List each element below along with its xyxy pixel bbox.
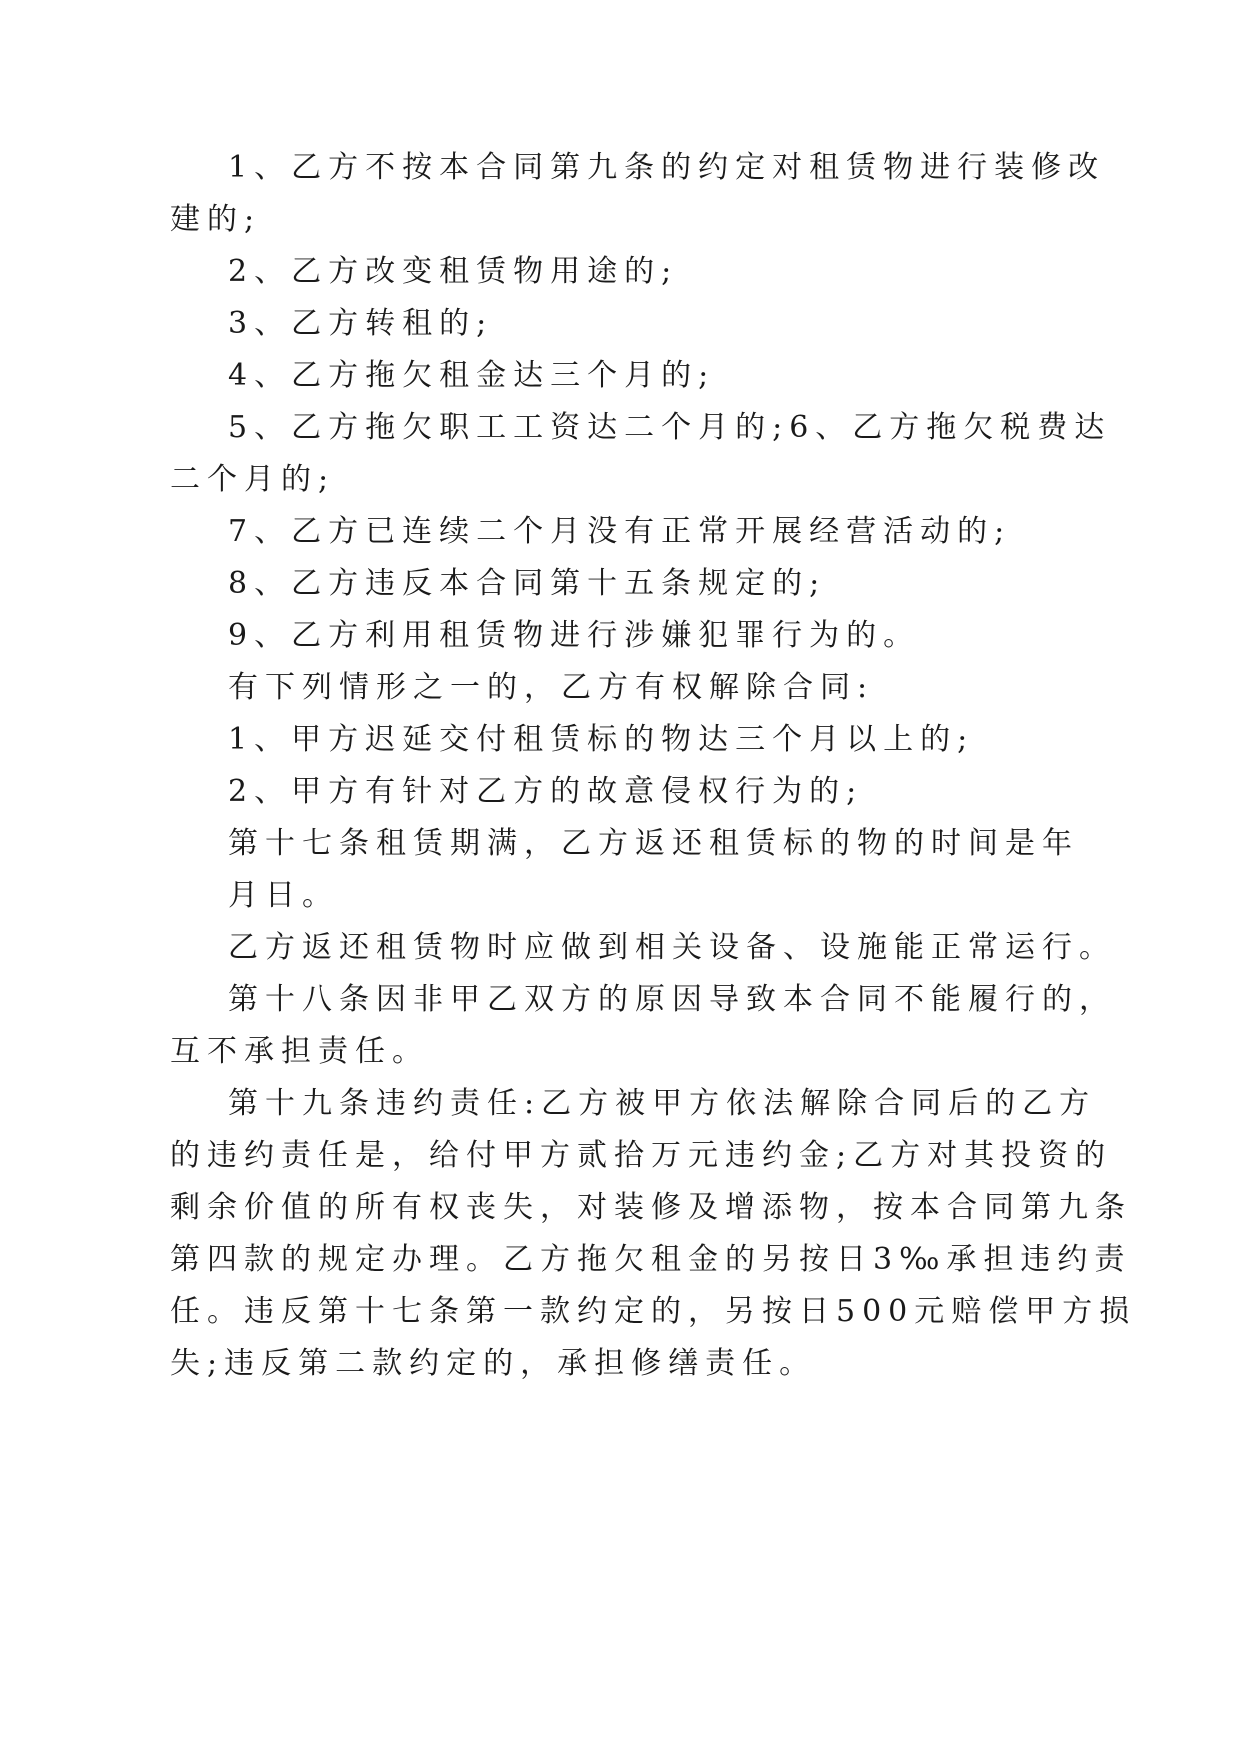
text-line-1: 1、乙方不按本合同第九条的约定对租赁物进行装修改: [228, 150, 1106, 185]
text-line-5: 4、乙方拖欠租金达三个月的;: [228, 358, 716, 393]
text-line-17: 第十八条因非甲乙双方的原因导致本合同不能履行的，: [228, 982, 1116, 1017]
text-line-3: 2、乙方改变租赁物用途的;: [228, 254, 679, 289]
text-line-21: 剩余价值的所有权丧失，对装修及增添物，按本合同第九条: [170, 1190, 1132, 1225]
text-line-9: 8、乙方违反本合同第十五条规定的;: [228, 566, 827, 601]
text-line-7: 二个月的;: [170, 462, 336, 497]
text-line-8: 7、乙方已连续二个月没有正常开展经营活动的;: [228, 514, 1012, 549]
text-line-2: 建的;: [170, 202, 262, 237]
text-line-24: 失;违反第二款约定的，承担修缮责任。: [170, 1346, 817, 1381]
text-line-19: 第十九条违约责任:乙方被甲方依法解除合同后的乙方: [228, 1086, 1097, 1121]
text-line-16: 乙方返还租赁物时应做到相关设备、设施能正常运行。: [228, 930, 1116, 965]
text-line-14: 第十七条租赁期满，乙方返还租赁标的物的时间是年: [228, 826, 1079, 861]
text-line-10: 9、乙方利用租赁物进行涉嫌犯罪行为的。: [228, 618, 921, 653]
text-line-18: 互不承担责任。: [170, 1034, 429, 1069]
text-line-13: 2、甲方有针对乙方的故意侵权行为的;: [228, 774, 864, 809]
text-line-4: 3、乙方转租的;: [228, 306, 494, 341]
text-line-12: 1、甲方迟延交付租赁标的物达三个月以上的;: [228, 722, 975, 757]
text-line-6: 5、乙方拖欠职工工资达二个月的;6、乙方拖欠税费达: [228, 410, 1112, 445]
text-line-11: 有下列情形之一的，乙方有权解除合同:: [228, 670, 875, 705]
text-line-22: 第四款的规定办理。乙方拖欠租金的另按日3‰承担违约责: [170, 1242, 1132, 1277]
text-line-20: 的违约责任是，给付甲方贰拾万元违约金;乙方对其投资的: [170, 1138, 1113, 1173]
text-line-23: 任。违反第十七条第一款约定的，另按日500元赔偿甲方损: [170, 1294, 1137, 1329]
text-line-15: 月日。: [228, 878, 339, 913]
